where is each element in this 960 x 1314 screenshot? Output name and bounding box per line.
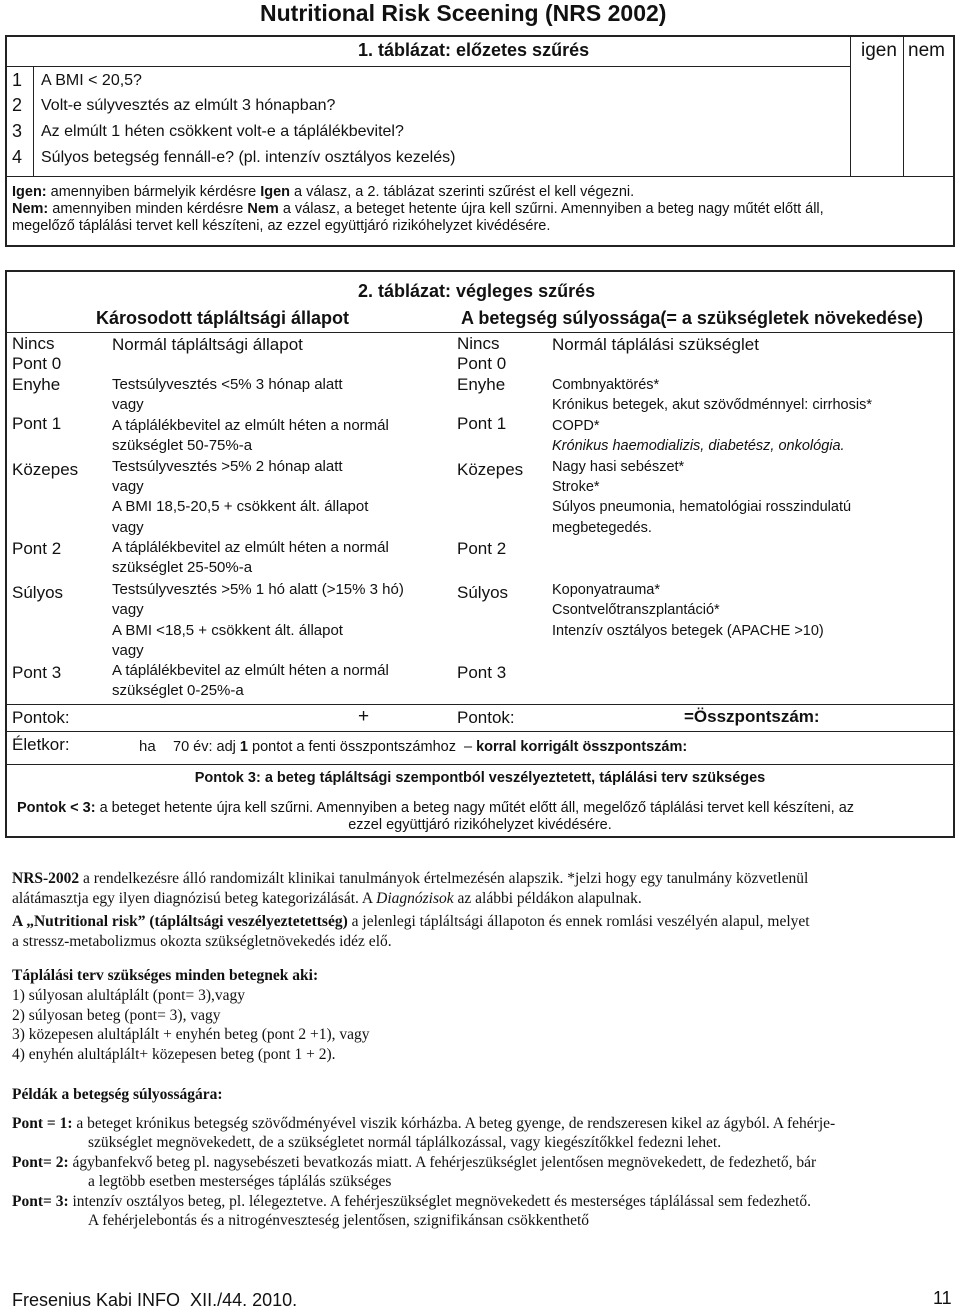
osszpontszam-label: =Összpontszám: [684, 707, 820, 726]
table1-note-igen: Igen: amennyiben bármelyik kérdésre Igen a válasz, a 2. táblázat szerinti szűrést el kell végezni. [12, 184, 635, 200]
pontok-left-label: Pontok: [12, 708, 70, 727]
example-3: Pont= 3: intenzív osztályos beteg, pl. lélegeztetve. A fehérjeszükséglet megnövekedett és mesterséges táplálással sem fedezhető. [12, 1193, 812, 1210]
left-sulyos-line: vagy [112, 601, 144, 618]
left-pont-3: Pont 3 [12, 663, 62, 682]
left-pont-2: Pont 2 [12, 539, 62, 558]
left-kozepes-line: vagy [112, 519, 144, 536]
eletkor-text: 70 év: adj 1 pontot a fenti összpontszámhoz – korral korrigált összpontszám: [173, 739, 688, 755]
right-pont-0: Pont 0 [457, 354, 507, 373]
plan-item: 3) közepesen alultáplált + enyhén beteg (pont 2 +1), vagy [12, 1026, 370, 1043]
left-enyhe-line: Testsúlyvesztés <5% 3 hónap alatt [112, 376, 343, 393]
left-sulyos-line: A BMI <18,5 + csökkent ált. állapot [112, 622, 343, 639]
right-sulyos-line: Koponyatrauma* [552, 582, 661, 598]
right-sulyos-line: Intenzív osztályos betegek (APACHE >10) [552, 623, 824, 639]
question-text: Súlyos betegség fennáll-e? (pl. intenzív osztályos kezelés) [41, 149, 456, 166]
left-sulyos-line: szükséglet 0-25%-a [112, 682, 244, 699]
left-enyhe-line: vagy [112, 396, 144, 413]
table1-note-nem: Nem: amennyiben minden kérdésre Nem a válasz, a beteget hetente újra kell szűrni. Amennyiben a beteg nagy műtét előtt áll, [12, 201, 824, 217]
left-sulyos-line: Testsúlyvesztés >5% 1 hó alatt (>15% 3 hó) [112, 581, 404, 598]
pont-lt3-note: Pontok < 3: a beteget hetente újra kell szűrni. Amennyiben a beteg nagy műtét előtt áll, megelőző táplálási tervet kell készíteni, az [17, 800, 855, 816]
example-3-line2: A fehérjelebontás és a nitrogénveszteség jelentősen, szignifikánsan csökkenthető [88, 1212, 590, 1229]
right-pont-3: Pont 3 [457, 663, 507, 682]
left-kozepes-line: Testsúlyvesztés >5% 2 hónap alatt [112, 458, 343, 475]
right-enyhe-line: Combnyaktörés* [552, 377, 660, 393]
question-num: 2 [12, 95, 23, 115]
plus-sign: + [358, 706, 370, 727]
right-sulyos-line: Csontvelőtranszplantáció* [552, 602, 720, 618]
right-kozepes-line: megbetegedés. [552, 520, 652, 536]
left-grade-enyhe: Enyhe [12, 375, 61, 394]
right-kozepes-line: Súlyos pneumonia, hematológiai rosszindulatú [552, 499, 852, 515]
right-grade-enyhe: Enyhe [457, 375, 506, 394]
example-2-line2: a legtöbb esetben mesterséges táplálás szükséges [88, 1173, 392, 1190]
right-kozepes-line: Nagy hasi sebészet* [552, 459, 685, 475]
right-grade-sulyos: Súlyos [457, 583, 509, 602]
table2-caption: 2. táblázat: végleges szűrés [358, 281, 596, 301]
left-enyhe-line: szükséglet 50-75%-a [112, 437, 253, 454]
question-num: 3 [12, 121, 23, 141]
question-text: A BMI < 20,5? [41, 72, 142, 89]
left-grade-kozepes: Közepes [12, 460, 79, 479]
examples-heading: Példák a betegség súlyosságára: [12, 1086, 223, 1103]
pont3-note: Pontok 3: a beteg tápláltsági szempontból veszélyeztetett, táplálási terv szükséges [194, 770, 766, 786]
question-text: Az elmúlt 1 héten csökkent volt-e a táplálékbevitel? [41, 123, 404, 140]
left-kozepes-line: vagy [112, 478, 144, 495]
left-kozepes-line: A BMI 18,5-20,5 + csökkent ált. állapot [112, 498, 369, 515]
right-grade-nincs: Nincs [457, 334, 500, 353]
plan-heading: Táplálási terv szükséges minden betegnek aki: [12, 967, 319, 984]
footer-page-number: 11 [933, 1288, 952, 1308]
nrs-paragraph: NRS-2002 a rendelkezésre álló randomizált klinikai tanulmányok értelmezésén alapszik. *jelzi hogy egy tanulmány közvetlenül [12, 870, 809, 887]
page-title: Nutritional Risk Sceening (NRS 2002) [260, 0, 667, 26]
left-sulyos-line: vagy [112, 642, 144, 659]
right-grade-kozepes: Közepes [457, 460, 524, 479]
example-1: Pont = 1: a beteget krónikus betegség szövődményével viszik kórházba. A beteg gyenge, de rendszeresen kikel az ágyból. A fehérje- [12, 1115, 836, 1132]
col-yes-header: igen [861, 40, 897, 61]
footer-publication: Fresenius Kabi INFO XII./44. 2010. [12, 1290, 298, 1310]
left-kozepes-line: A táplálékbevitel az elmúlt héten a normál [112, 539, 389, 556]
risk-paragraph: A „Nutritional risk” (tápláltsági veszélyeztetettség) a jelenlegi tápláltsági állapoton és ennek romlási veszélyén alapul, melyet [12, 913, 810, 930]
question-num: 4 [12, 147, 23, 167]
right-desc-nincs: Normál táplálási szükséglet [552, 335, 759, 354]
right-enyhe-line: COPD* [552, 418, 600, 434]
pont-lt3-note-line2: ezzel együttjáró rizikóhelyzet kivédésére. [348, 817, 612, 833]
plan-item: 1) súlyosan alultáplált (pont= 3),vagy [12, 987, 246, 1004]
left-desc-nincs: Normál tápláltsági állapot [112, 335, 303, 354]
left-pont-0: Pont 0 [12, 354, 62, 373]
risk-paragraph-line2: a stressz-metabolizmus okozta szükségletnövekedés idéz elő. [12, 933, 392, 950]
question-text: Volt-e súlyvesztés az elmúlt 3 hónapban? [41, 97, 336, 114]
left-grade-sulyos: Súlyos [12, 583, 64, 602]
table1-caption: 1. táblázat: előzetes szűrés [358, 40, 590, 60]
eletkor-label: Életkor: [12, 735, 70, 754]
left-sulyos-line: A táplálékbevitel az elmúlt héten a normál [112, 662, 389, 679]
question-num: 1 [12, 70, 23, 90]
left-grade-nincs: Nincs [12, 334, 55, 353]
example-2: Pont= 2: ágybanfekvő beteg pl. nagysebészeti bevatkozás miatt. A fehérjeszükséglet jelentősen megnövekedett, de fedezhető, bár [12, 1154, 817, 1171]
plan-item: 2) súlyosan beteg (pont= 3), vagy [12, 1007, 221, 1024]
eletkor-ha: ha [139, 738, 156, 755]
example-1-line2: szükséglet megnövekedett, de a szükségletet normál táplálkozással, vagy kiegészítőkkel fedezni lehet. [88, 1134, 722, 1151]
plan-item: 4) enyhén alultáplált+ közepesen beteg (pont 1 + 2). [12, 1046, 336, 1063]
right-enyhe-line: Krónikus betegek, akut szövődménnyel: cirrhosis* [552, 397, 872, 413]
table1-note-nem-line2: megelőző táplálási tervet kell készíteni, az ezzel együttjáró rizikóhelyzet kivédésére. [12, 218, 551, 234]
left-enyhe-line: A táplálékbevitel az elmúlt héten a normál [112, 417, 389, 434]
nrs-paragraph-line2: alátámasztja egy ilyen diagnózisú beteg kategorizálását. A Diagnózisok az alábbi példákon alapulnak. [12, 890, 642, 907]
left-kozepes-line: szükséglet 25-50%-a [112, 559, 253, 576]
col-no-header: nem [908, 40, 945, 61]
right-pont-2: Pont 2 [457, 539, 507, 558]
table2-head-left: Károsodott tápláltsági állapot [96, 308, 350, 328]
pontok-right-label: Pontok: [457, 708, 515, 727]
table2-head-right: A betegség súlyossága(= a szükségletek növekedése) [461, 308, 924, 328]
right-enyhe-line: Krónikus haemodializis, diabetész, onkológia. [552, 438, 845, 454]
right-kozepes-line: Stroke* [552, 479, 600, 495]
right-pont-1: Pont 1 [457, 414, 507, 433]
left-pont-1: Pont 1 [12, 414, 62, 433]
